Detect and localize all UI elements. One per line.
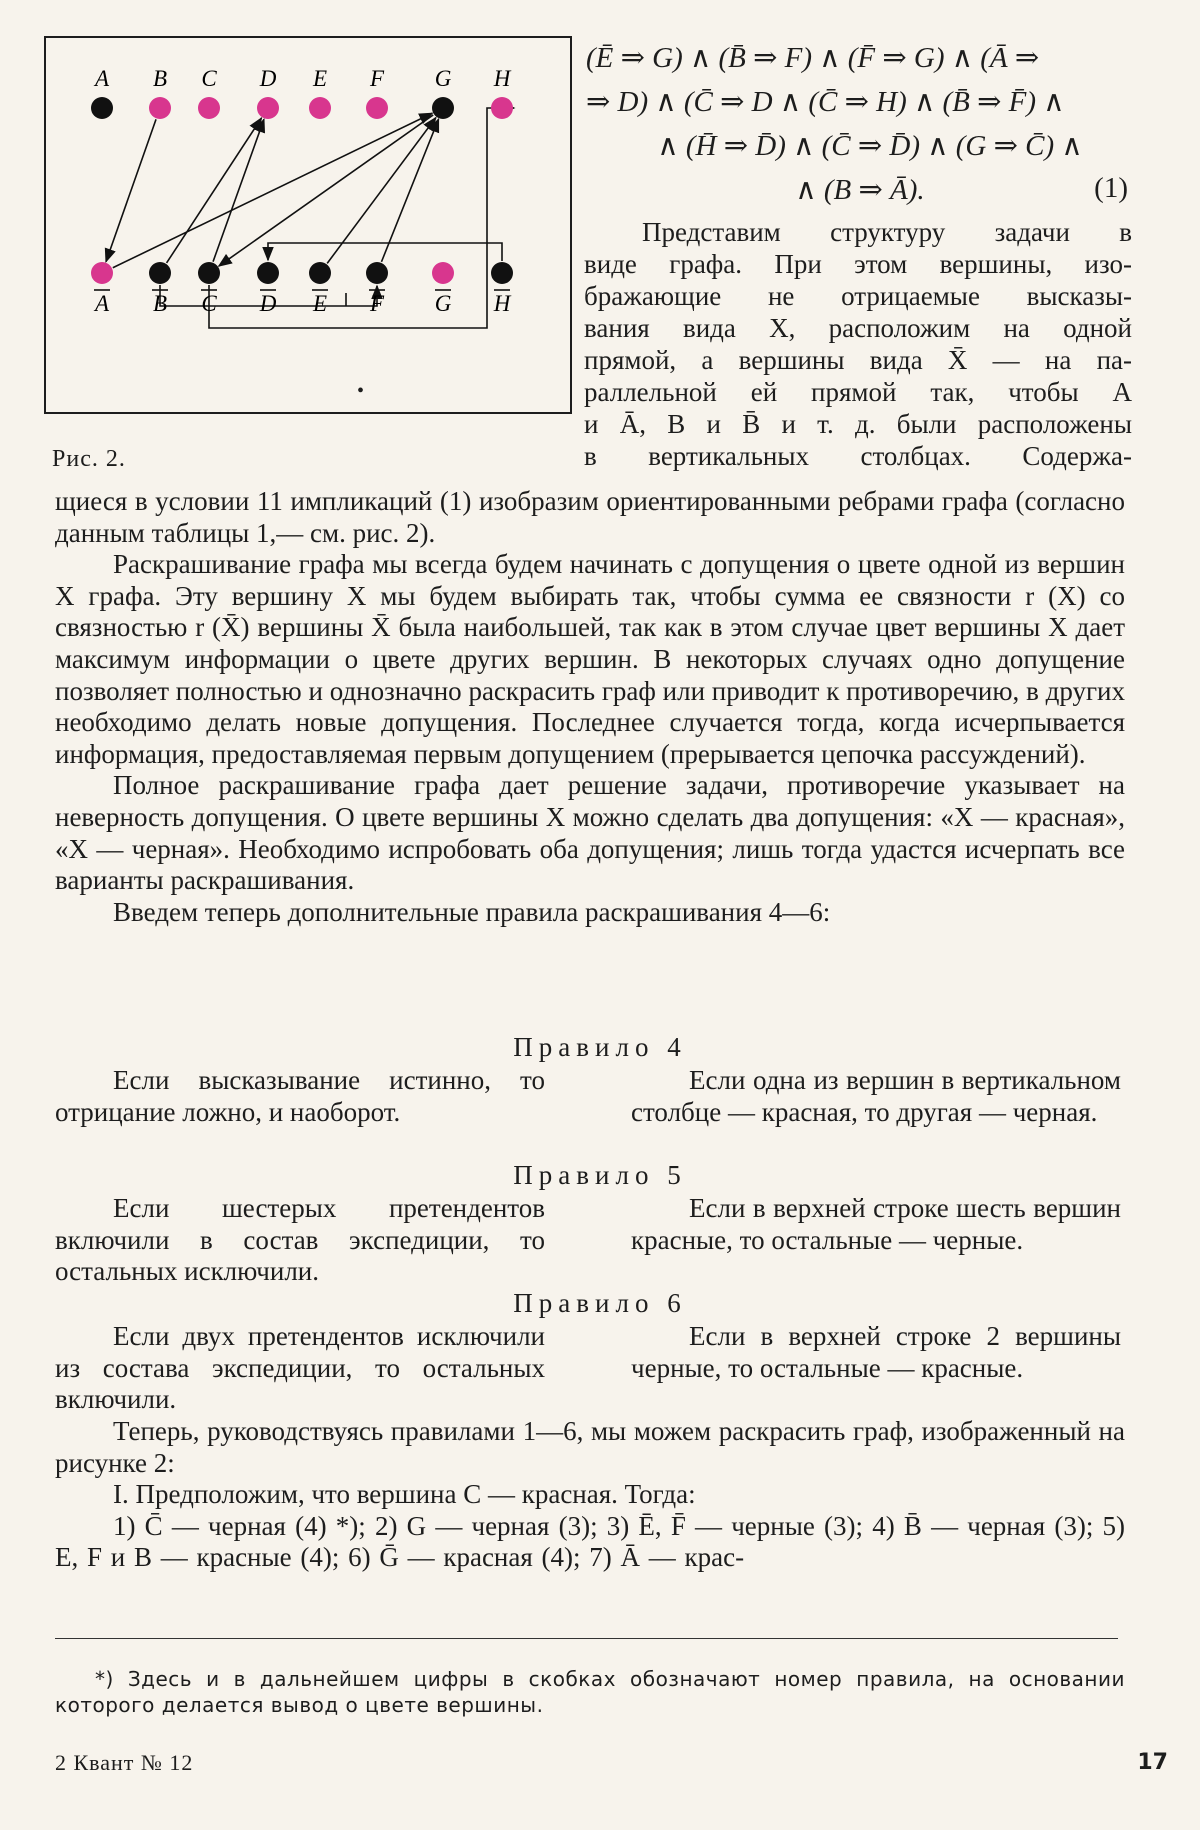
vertex-label-F: F: [369, 66, 385, 91]
vertex-label-C: C: [201, 66, 217, 91]
edge-notF-to-G: [381, 119, 438, 262]
rule-5-right: Если в верхней строке шесть вершин красные, то остальные — черные.: [631, 1193, 1121, 1255]
vertex-label-not-D: D: [259, 291, 277, 316]
vertex-E: [309, 97, 331, 119]
paragraph-4: Введем теперь дополнительные правила раскрашивания 4—6:: [113, 896, 831, 927]
side-paragraph: [584, 216, 1132, 472]
vertex-not-B: [149, 262, 171, 284]
page-number: 17: [1137, 1750, 1168, 1775]
vertex-label-not-C: C: [201, 291, 217, 316]
vertex-not-D: [257, 262, 279, 284]
graph-figure: [44, 36, 572, 414]
vertex-label-D: D: [259, 66, 277, 91]
paragraph-1-continued: щиеся в условии 11 импликаций (1) изобразим ориентированными ребрами графа (согласно данным таблицы 1,— см. рис. 2).: [55, 486, 1125, 548]
formula-line-4-wrap: [586, 172, 1134, 207]
vertex-not-F: [366, 262, 388, 284]
main-text-block-1: [55, 486, 1125, 928]
vertex-H: [491, 97, 513, 119]
rule-6-right: Если в верхней строке 2 вершины черные, то остальные — красные.: [631, 1321, 1121, 1383]
vertex-label-H: H: [493, 66, 511, 91]
side-line-2: виде графа. При этом вершины, изо-: [584, 249, 1132, 279]
vertex-B: [149, 97, 171, 119]
formula-line-3: ∧ (H̄ ⇒ D̄) ∧ (C̄ ⇒ D̄) ∧ (G ⇒ C̄) ∧: [657, 130, 1083, 162]
edge-B-to-notA: [106, 119, 156, 261]
formula-line-2: ⇒ D) ∧ (C̄ ⇒ D ∧ (C̄ ⇒ H) ∧ (B̄ ⇒ F̄) ∧: [586, 86, 1065, 118]
paragraph-7: 1) C̄ — черная (4) *); 2) G — черная (3); 3) Ē, F̄ — черные (3); 4) B̄ — черная (3); 5) E, F и B — красные (4); 6) Ḡ — красная (4); 7) Ā — крас-: [55, 1510, 1125, 1573]
vertex-label-A: A: [94, 66, 110, 91]
vertex-label-G: G: [434, 66, 452, 91]
vertex-not-E: [309, 262, 331, 284]
rule-6-left: Если двух претендентов исключили из состава экспедиции, то остальных включили.: [55, 1321, 545, 1415]
side-line-3: бражающие не отрицаемые высказы-: [584, 281, 1132, 311]
rule-5-left: Если шестерых претендентов включили в состав экспедиции, то остальных исключили.: [55, 1193, 545, 1287]
rule-4-left: Если высказывание истинно, то отрицание ложно, и наоборот.: [55, 1065, 545, 1127]
rule-5-title: Правило 5: [513, 1160, 687, 1190]
paragraph-2: Раскрашивание графа мы всегда будем начинать с допущения о цвете одной из вершин X графа. Эту вершину X мы будем выбирать так, чтобы сумма ее связности r (X) со связностью r (X̄) вершины X̄ была наибольшей, так как в этом случае цвет вершины X дает максимум информации о цвете других вершин. В некоторых случаях одно допущение позволяет полностью и однозначно раскрасить граф или приводит к противоречию, в других необходимо делать новые допущения. Последнее случается тогда, когда исчерпывается информация, предоставляемая первым допущением (прерывается цепочка рассуждений).: [55, 549, 1125, 769]
graph-vertices: [91, 66, 513, 316]
side-line-1: Представим структуру задачи в: [642, 217, 1132, 247]
main-text-block-2: [55, 1416, 1125, 1574]
vertex-not-G: [432, 262, 454, 284]
edge-notE-to-G: [327, 118, 436, 264]
side-line-7: и Ā, B и B̄ и т. д. были расположены: [584, 409, 1132, 439]
paragraph-6: I. Предположим, что вершина C — красная. Тогда:: [113, 1479, 696, 1510]
formula-number: (1): [1094, 172, 1128, 204]
signature-mark: 2 Квант № 12: [55, 1750, 194, 1775]
footnote: *) Здесь и в дальнейшем цифры в скобках обозначают номер правила, на основании которого делается вывод о цвете вершины.: [55, 1667, 1125, 1717]
vertex-label-not-E: E: [312, 291, 328, 316]
side-line-8: в вертикальных столбцах. Содержа-: [584, 441, 1132, 471]
vertex-F: [366, 97, 388, 119]
vertex-label-B: B: [152, 66, 168, 91]
vertex-label-not-F: F: [369, 291, 385, 316]
side-line-6: раллельной ей прямой так, чтобы A: [584, 377, 1132, 407]
vertex-C: [198, 97, 220, 119]
vertex-D: [257, 97, 279, 119]
side-line-5: прямой, а вершины вида X̄ — на па-: [584, 345, 1132, 375]
rule-6-title: Правило 6: [513, 1288, 687, 1318]
figure-dot: •: [357, 380, 365, 402]
formula-line-1: (Ē ⇒ G) ∧ (B̄ ⇒ F) ∧ (F̄ ⇒ G) ∧ (Ā ⇒: [586, 42, 1040, 74]
vertex-label-E: E: [312, 66, 328, 91]
edge-notB-to-D: [167, 118, 262, 263]
vertex-label-not-H: H: [493, 291, 511, 316]
vertex-G: [432, 97, 454, 119]
formula-line-4: ∧ (B ⇒ Ā).: [795, 174, 925, 206]
vertex-label-not-G: G: [434, 291, 452, 316]
vertex-label-not-B: B: [152, 291, 168, 316]
edge-notA-to-G: [113, 113, 432, 268]
vertex-not-A: [91, 262, 113, 284]
footnote-divider: [55, 1638, 1118, 1639]
rule-4-title: Правило 4: [513, 1032, 687, 1062]
figure-caption: Рис. 2.: [52, 446, 126, 472]
graph-edges: [106, 108, 514, 328]
vertex-not-C: [198, 262, 220, 284]
rule-4-right: Если одна из вершин в вертикальном столбце — красная, то другая — черная.: [631, 1065, 1121, 1127]
graph-svg: [46, 38, 570, 412]
side-line-4: вания вида X, расположим на одной: [584, 313, 1132, 343]
vertex-label-not-A: A: [94, 291, 110, 316]
vertex-not-H: [491, 262, 513, 284]
paragraph-3: Полное раскрашивание графа дает решение задачи, противоречие указывает на неверность допущения. О цвете вершины X можно сделать два допущения: «X — красная», «X — черная». Необходимо испробовать оба допущения; лишь тогда удастся исчерпать все варианты раскрашивания.: [55, 770, 1125, 896]
paragraph-5: Теперь, руководствуясь правилами 1—6, мы можем раскрасить граф, изображенный на рисунке 2:: [55, 1416, 1125, 1478]
vertex-A: [91, 97, 113, 119]
